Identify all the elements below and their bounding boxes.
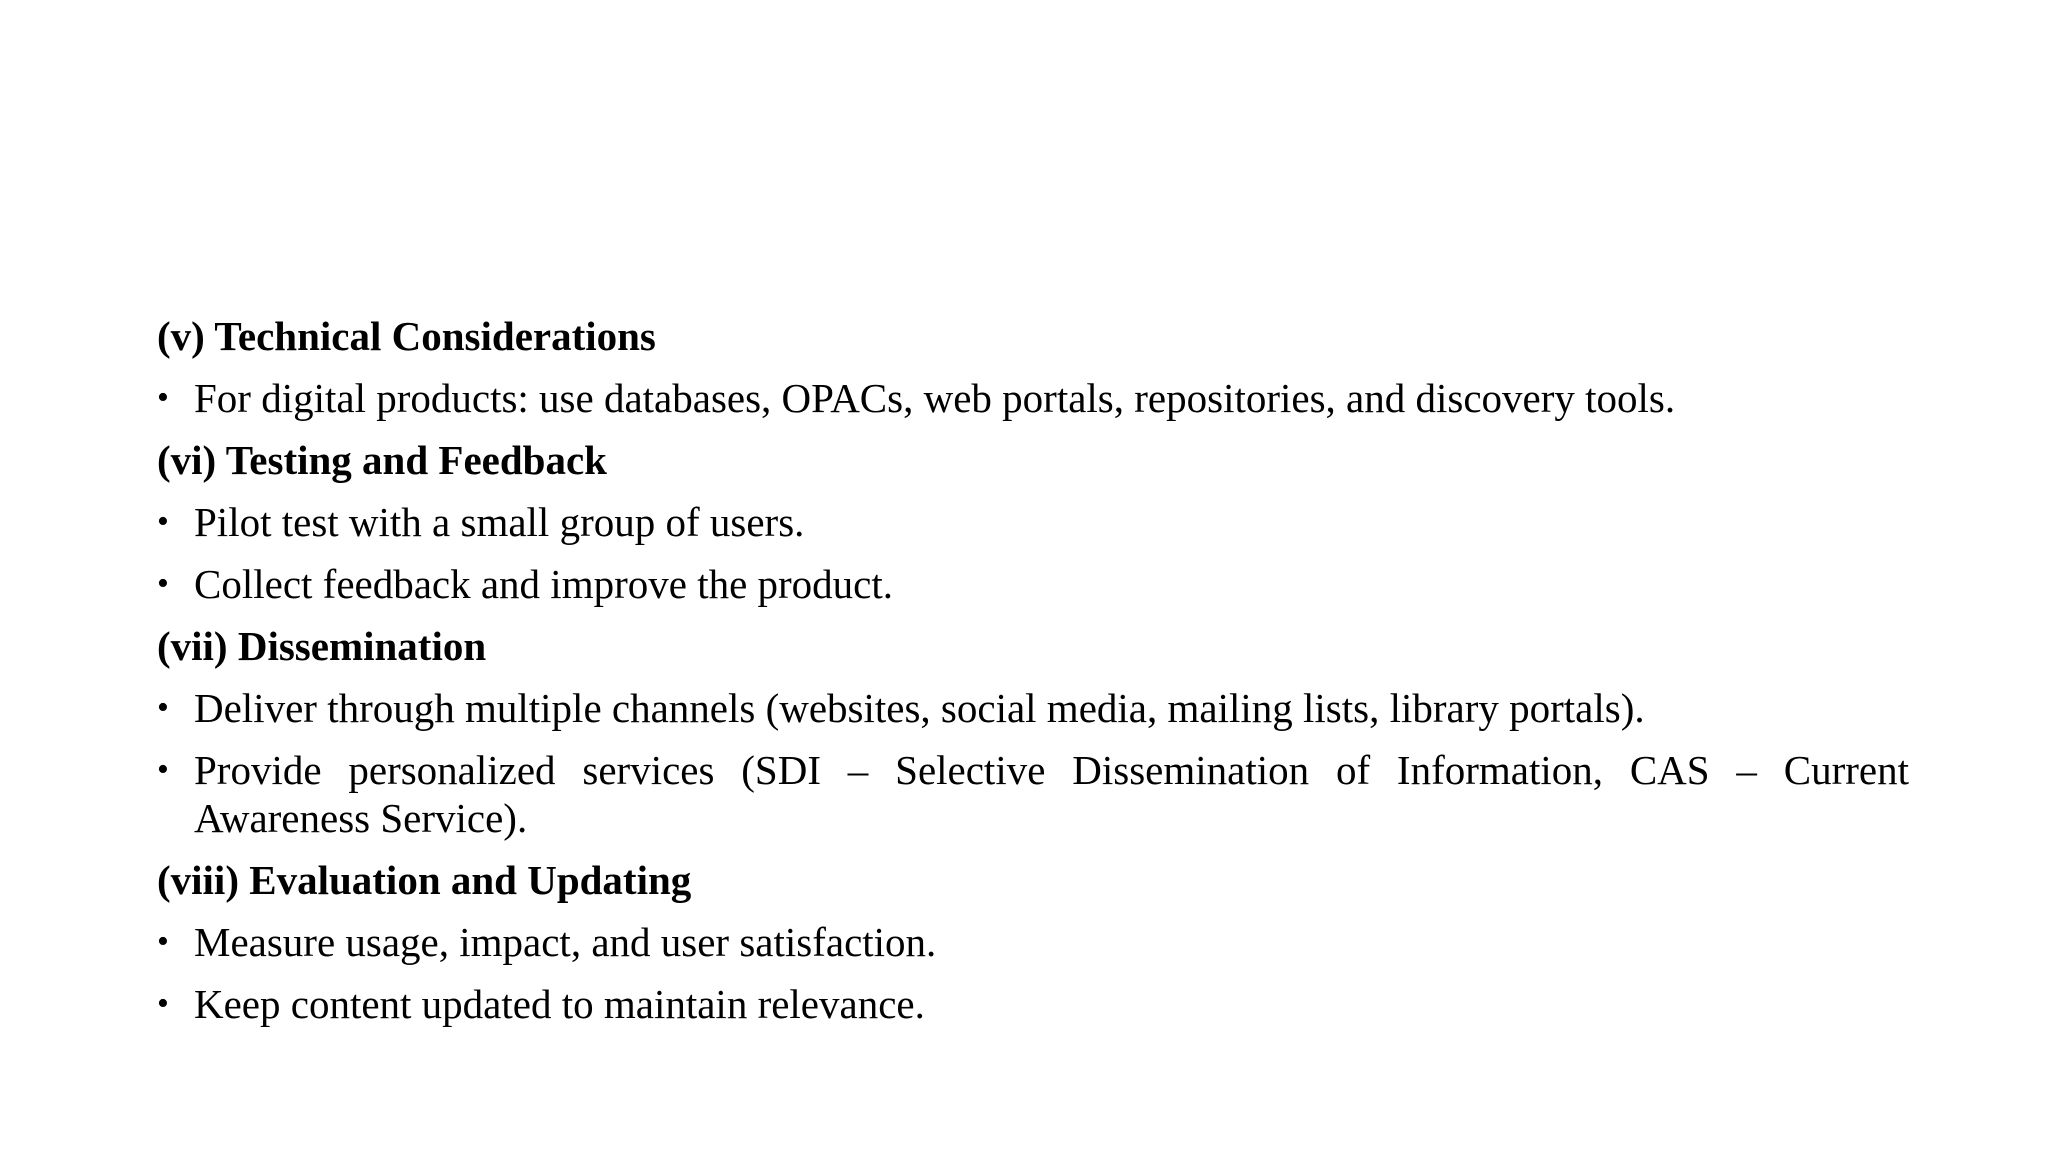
bullet-item <box>157 746 1909 842</box>
bullet-text: Collect feedback and improve the product. <box>194 561 894 607</box>
bullet-item <box>157 918 1909 966</box>
bullet-text: Pilot test with a small group of users. <box>194 499 805 545</box>
bullet-icon: • <box>157 565 169 602</box>
section-heading-dissemination: (vii) Dissemination <box>157 623 487 669</box>
bullet-text: Measure usage, impact, and user satisfaction. <box>194 919 937 965</box>
bullet-icon: • <box>157 503 169 540</box>
section-heading-evaluation-and-updating: (viii) Evaluation and Updating <box>157 857 692 903</box>
bullet-icon: • <box>157 923 169 960</box>
bullet-icon: • <box>157 379 169 416</box>
bullet-item <box>157 374 1909 422</box>
slide-content <box>157 312 1909 1042</box>
bullet-text: For digital products: use databases, OPACs, web portals, repositories, and discovery tools. <box>194 375 1676 421</box>
bullet-text: Deliver through multiple channels (websites, social media, mailing lists, library portals). <box>194 685 1645 731</box>
bullet-text: Keep content updated to maintain relevance. <box>194 981 925 1027</box>
bullet-item <box>157 560 1909 608</box>
bullet-icon: • <box>157 985 169 1022</box>
bullet-item <box>157 684 1909 732</box>
section-heading-technical-considerations: (v) Technical Considerations <box>157 313 656 359</box>
bullet-item <box>157 498 1909 546</box>
bullet-icon: • <box>157 751 169 788</box>
bullet-item <box>157 980 1909 1028</box>
bullet-text: Provide personalized services (SDI – Selective Dissemination of Information, CAS – Current Awareness Service). <box>194 747 1909 841</box>
section-heading-testing-and-feedback: (vi) Testing and Feedback <box>157 437 607 483</box>
bullet-icon: • <box>157 689 169 726</box>
